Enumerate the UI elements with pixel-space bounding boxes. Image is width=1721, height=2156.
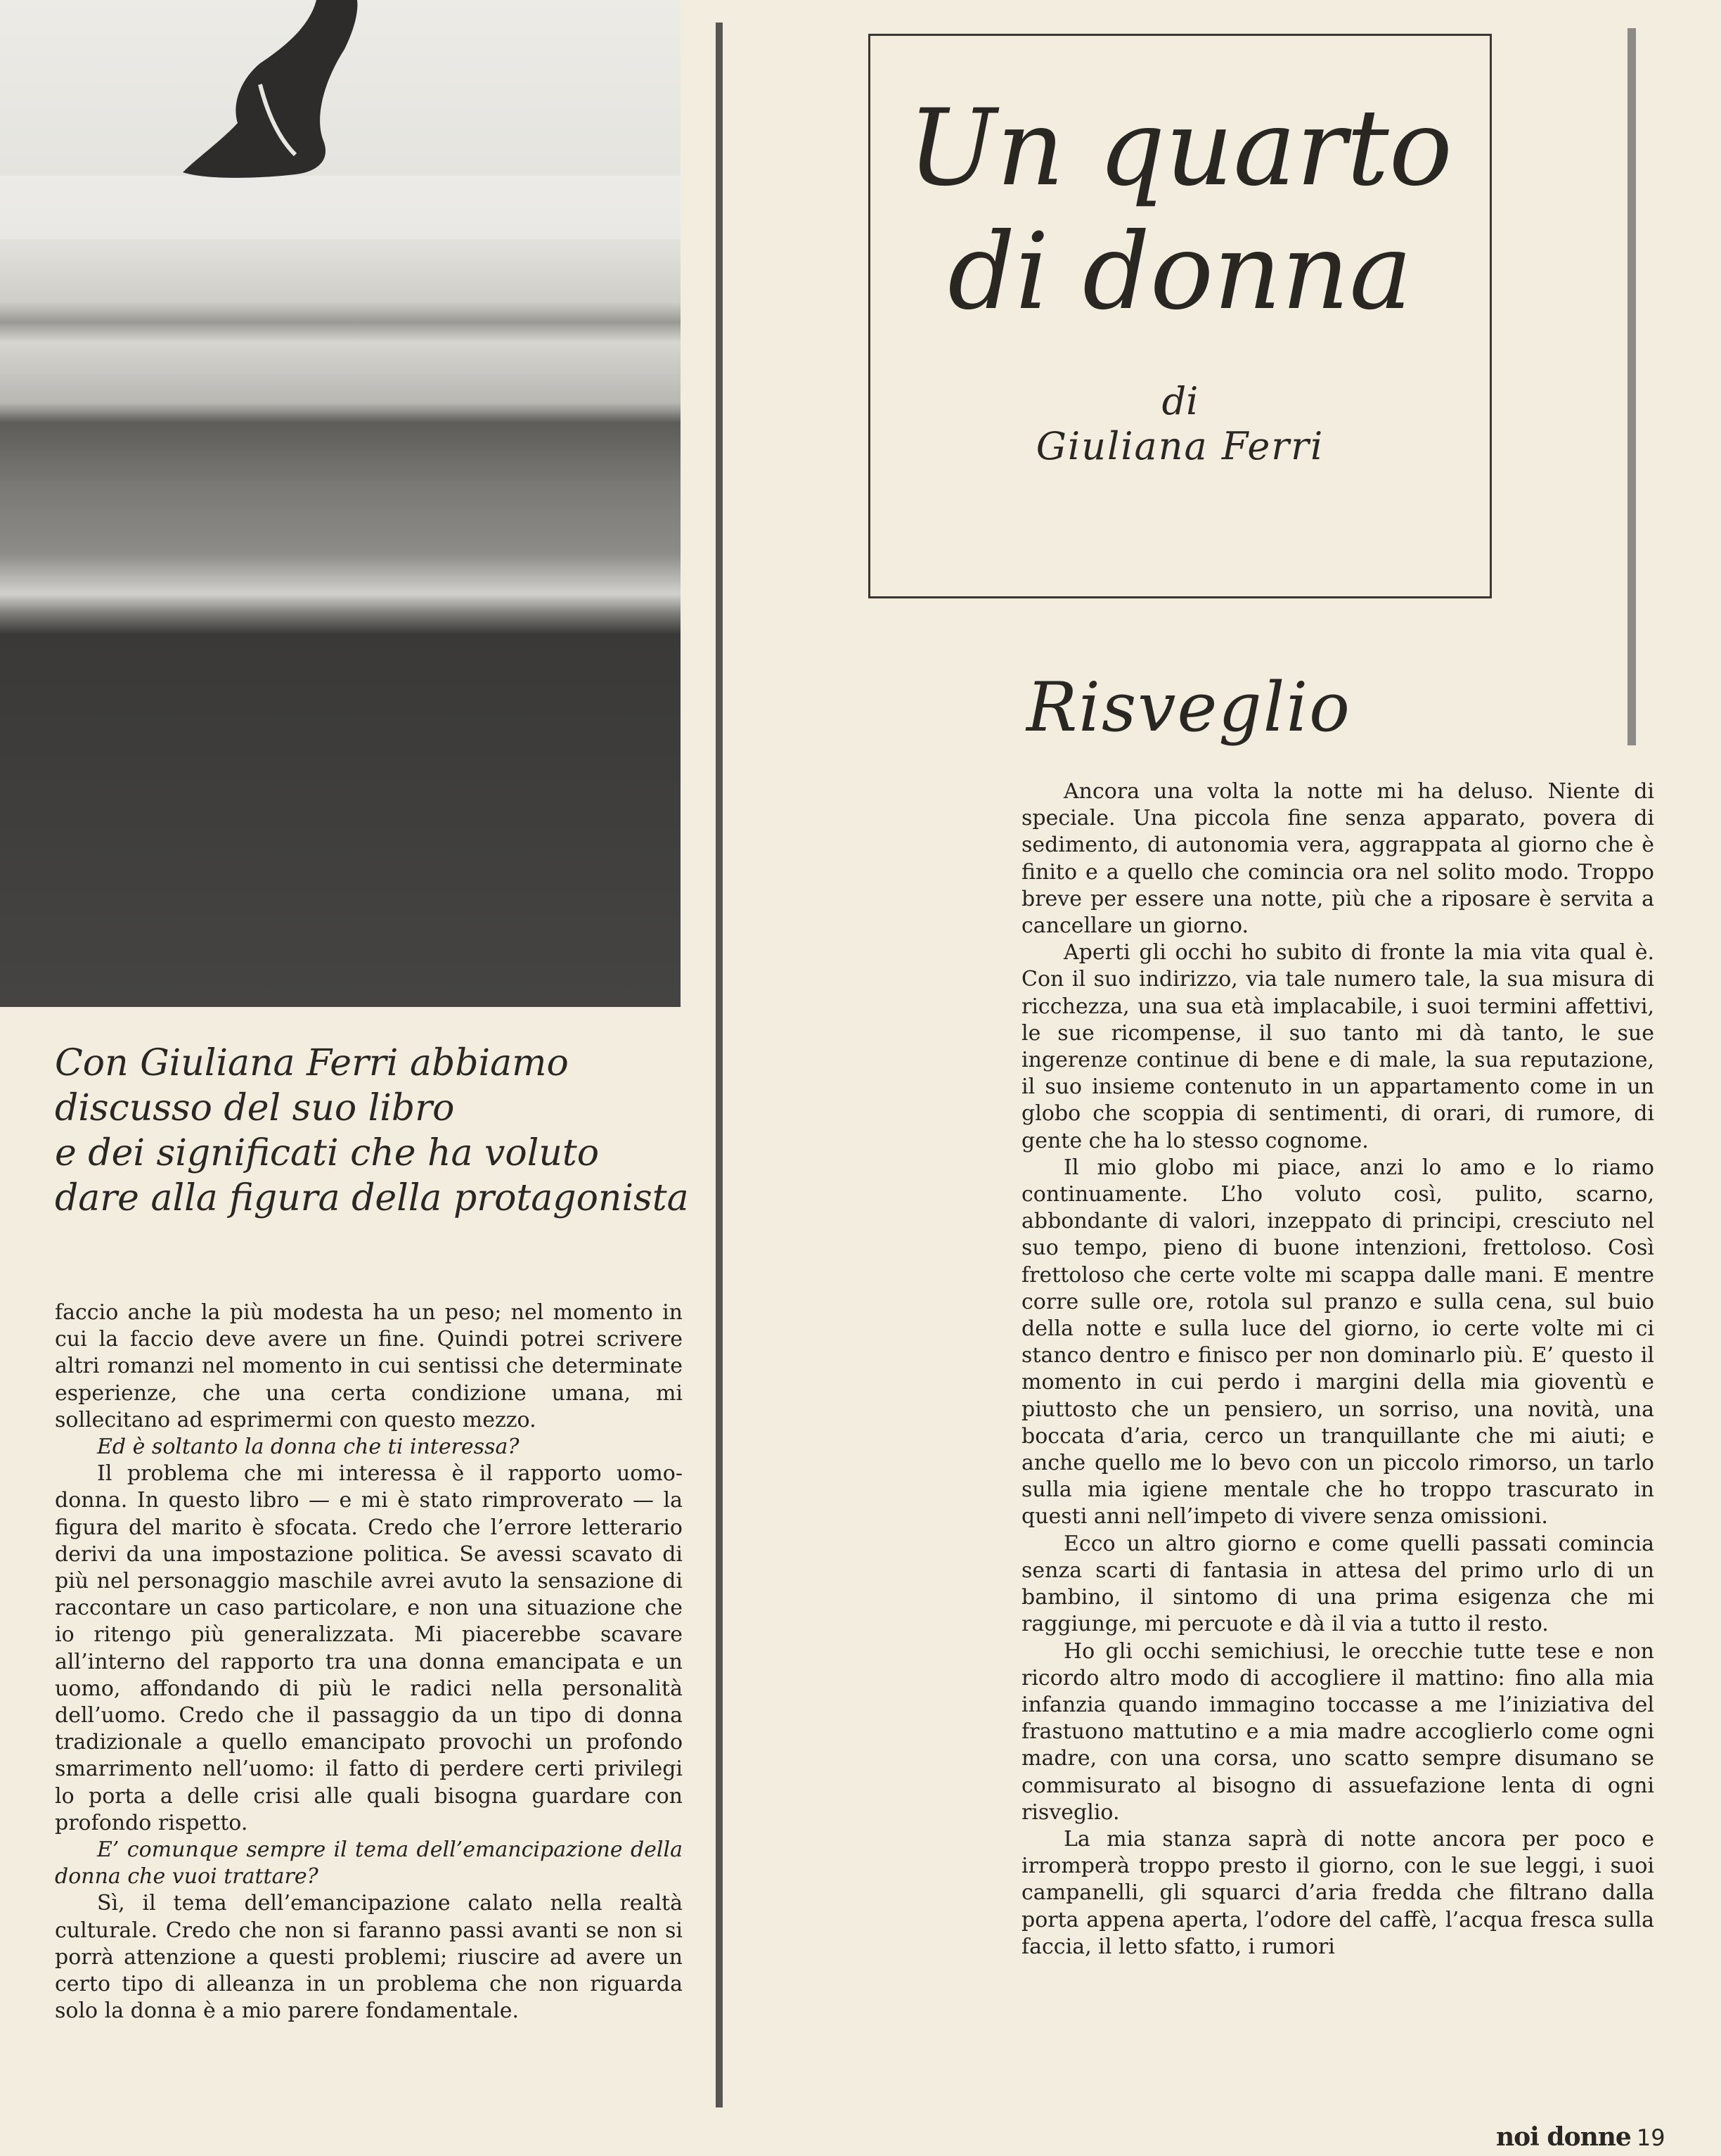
- photo: [0, 0, 681, 1007]
- paragraph: Ancora una volta la notte mi ha deluso. Niente di speciale. Una piccola fine senza apparato, povera di sedimento, di autonomia vera, aggrappata al giorno che è finito e a quello che comincia ora nel solito modo. Troppo breve per essere una notte, più che a riposare è servita a cancellare un giorno.: [1021, 779, 1654, 939]
- title-line: di donna: [948, 211, 1412, 333]
- pull-quote: [55, 1041, 688, 1221]
- foot-illustration: [155, 0, 450, 190]
- paragraph: Aperti gli occhi ho subito di fronte la mia vita qual è. Con il suo indirizzo, via tale numero tale, la sua misura di ricchezza, una sua età implacabile, i suoi termini affettivi, le sue ricompense, il suo tanto mi dà tanto, le sue ingerenze continue di bene e di male, la sua reputazione, il suo insieme contenuto in un appartamento come in un globo che scoppia di sentimenti, di orari, di rumore, di gente che ha lo stesso cognome.: [1021, 940, 1654, 1153]
- interview-column: [55, 1300, 683, 2025]
- excerpt-column: [1021, 778, 1654, 1961]
- paragraph: faccio anche la più modesta ha un peso; nel momento in cui la faccio deve avere un fine. Quindi potrei scrivere altri romanzi nel momento in cui sentissi che determinate esperienze, che una certa condizione umana, mi sollecitano ad esprimermi con questo mezzo.: [55, 1300, 683, 1432]
- title-line: Un quarto: [907, 87, 1453, 210]
- paragraph: Ho gli occhi semichiusi, le orecchie tutte tese e non ricordo altro modo di accogliere il mattino: fino alla mia infanzia quando immagino toccasse a me l’iniziativa del frastuono mattutino e a mia madre accoglierlo come ogni madre, con una corsa, uno scatto sempre disumano se commisurato al bisogno di assuefazione lenta di ogni risveglio.: [1021, 1638, 1654, 1825]
- interview-answer: Il problema che mi interessa è il rapporto uomo-donna. In questo libro — e mi è stato rimproverato — la figura del marito è sfocata. Credo che l’errore letterario derivi da una impostazione politica. Se avessi scavato di più nel personaggio maschile avrei avuto la sensazione di raccontare un caso particolare, e non una situazione che io ritengo più generalizzata. Mi piacerebbe scavare all’interno del rapporto tra una donna emancipata e un uomo, affondando di più le radici nella personalità dell’uomo. Credo che il passaggio da un tipo di donna tradizionale a quello emancipato provochi un profondo smarrimento nell’uomo: il fatto di perdere certi privilegi lo porta a delle crisi alle quali bisogna guardare con profondo rispetto.: [55, 1461, 683, 1835]
- column-divider: [716, 23, 723, 2107]
- pull-quote-line: Con Giuliana Ferri abbiamo: [55, 1042, 569, 1084]
- decorative-bar: [1627, 28, 1636, 745]
- author-name: Giuliana Ferri: [1036, 424, 1324, 468]
- paragraph: La mia stanza saprà di notte ancora per poco e irromperà troppo presto il giorno, con le sue leggi, i suoi campanelli, gli squarci d’aria fredda che filtrano dalla porta appena aperta, l’odore del caffè, l’acqua fresca sulla faccia, il letto sfatto, i rumori: [1021, 1826, 1654, 1959]
- interview-question: E’ comunque sempre il tema dell’emancipazione della donna che vuoi trattare?: [55, 1837, 683, 1889]
- article-title: [870, 86, 1490, 334]
- page-footer: [1496, 2122, 1665, 2152]
- byline-prefix: di: [1161, 379, 1199, 423]
- title-box: [868, 34, 1492, 598]
- pull-quote-line: dare alla figura della protagonista: [55, 1177, 689, 1219]
- magazine-brand: noi donne: [1496, 2122, 1631, 2152]
- pull-quote-line: e dei significati che ha voluto: [55, 1132, 600, 1174]
- interview-question: Ed è soltanto la donna che ti interessa?: [97, 1435, 520, 1460]
- paragraph: Ecco un altro giorno e come quelli passati comincia senza scarti di fantasia in attesa del primo urlo di un bambino, il sintomo di una prima esigenza che mi raggiunge, mi percuote e dà il via a tutto il resto.: [1021, 1531, 1654, 1637]
- page-number: 19: [1636, 2124, 1665, 2151]
- section-title: Risveglio: [1026, 668, 1351, 747]
- pull-quote-line: discusso del suo libro: [55, 1087, 455, 1129]
- interview-answer: Sì, il tema dell’emancipazione calato nella realtà culturale. Credo che non si faranno passi avanti se non si porrà attenzione a questi problemi; riuscire ad avere un certo tipo di alleanza in un problema che non riguarda solo la donna è a mio parere fondamentale.: [55, 1891, 683, 2024]
- paragraph: Il mio globo mi piace, anzi lo amo e lo riamo continuamente. L’ho voluto così, pulito, scarno, abbondante di valori, inzeppato di principi, cresciuto nel suo tempo, pieno di buone intenzioni, frettoloso. Così frettoloso che certe volte mi scappa dalle mani. E mentre corre sulle ore, rotola sul pranzo e sulla cena, sul buio della notte e sulla luce del giorno, io certe volte mi ci stanco dentro e finisco per non dominarlo più. E’ questo il momento in cui perdo i margini della mia gioventù e piuttosto che un pensiero, un sorriso, una novità, una boccata d’aria, cerco un tranquillante che mi aiuti; e anche quello me lo bevo con un piccolo rimorso, un tarlo sulla mia igiene mentale che ho troppo trascurato in questi anni nell’impeto di vivere senza omissioni.: [1021, 1155, 1654, 1529]
